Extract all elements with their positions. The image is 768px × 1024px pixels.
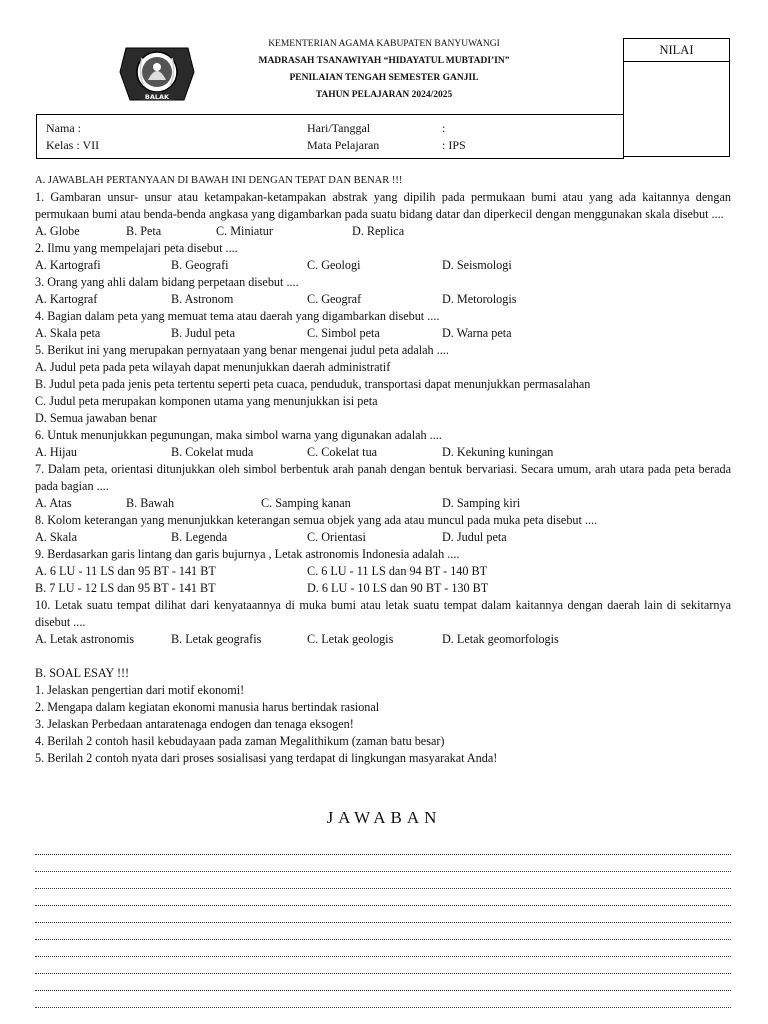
option: D. Semua jawaban benar <box>35 411 157 425</box>
answer-line <box>35 957 731 974</box>
subject-value: : IPS <box>442 138 466 152</box>
option: B. Peta <box>126 224 162 238</box>
question-7: 7. Dalam peta, orientasi ditunjukkan oleh simbol berbentuk arah panah dengan bentuk bervariasi. Secara umum, arah utara pada peta berada pada bagian .... <box>35 462 731 493</box>
option: C. Orientasi <box>307 530 366 544</box>
subject-label: Mata Pelajaran <box>307 138 380 152</box>
option: D. Letak geomorfologis <box>442 632 559 646</box>
option: A. 6 LU - 11 LS dan 95 BT - 141 BT <box>35 564 216 578</box>
option: A. Atas <box>35 496 72 510</box>
answer-line <box>35 974 731 991</box>
question-4: 4. Bagian dalam peta yang memuat tema atau daerah yang digambarkan disebut .... <box>35 309 440 323</box>
option: C. Judul peta merupakan komponen utama yang menunjukkan isi peta <box>35 394 378 408</box>
question-8-options <box>35 529 731 546</box>
option: A. Kartograf <box>35 292 98 306</box>
option: D. Metorologis <box>442 292 517 306</box>
question-2: 2. Ilmu yang mempelajari peta disebut .... <box>35 241 238 255</box>
essay-question: 3. Jelaskan Perbedaan antaratenaga endogen dan tenaga eksogen! <box>35 717 354 731</box>
option: C. Letak geologis <box>307 632 394 646</box>
option: B. Legenda <box>171 530 228 544</box>
question-3: 3. Orang yang ahli dalam bidang perpetaan disebut .... <box>35 275 299 289</box>
answer-line <box>35 940 731 957</box>
option: A. Globe <box>35 224 80 238</box>
option: A. Skala peta <box>35 326 101 340</box>
answer-line <box>35 923 731 940</box>
option: C. Miniatur <box>216 224 273 238</box>
option: D. Replica <box>352 224 405 238</box>
header-exam: PENILAIAN TENGAH SEMESTER GANJIL <box>289 73 479 83</box>
option: D. Samping kiri <box>442 496 521 510</box>
option: B. Bawah <box>126 496 175 510</box>
question-8: 8. Kolom keterangan yang menunjukkan keterangan semua objek yang ada atau muncul pada muka peta disebut .... <box>35 513 598 527</box>
option: A. Hijau <box>35 445 77 459</box>
option: A. Kartografi <box>35 258 101 272</box>
date-label: Hari/Tanggal <box>307 121 371 135</box>
question-9-options-row2 <box>35 580 731 597</box>
option: D. Warna peta <box>442 326 512 340</box>
option: C. Simbol peta <box>307 326 380 340</box>
option: B. Judul peta <box>171 326 235 340</box>
option: B. Astronom <box>171 292 234 306</box>
option: D. 6 LU - 10 LS dan 90 BT - 130 BT <box>307 581 489 595</box>
student-identity-box <box>36 114 624 159</box>
question-6: 6. Untuk menunjukkan pegunungan, maka simbol warna yang digunakan adalah .... <box>35 428 442 442</box>
question-1: 1. Gambaran unsur- unsur atau ketampakan-ketampakan abstrak yang dipilih pada permukaan bumi atau yang ada kaitannya dengan permukaan bumi atau benda-benda angkasa yang digambarkan pada suatu bidang datar dan diperkecil dengan menggunakan skala disebut .... <box>35 190 731 221</box>
question-7-options <box>35 495 731 512</box>
score-label: NILAI <box>624 39 729 62</box>
option: D. Judul peta <box>442 530 507 544</box>
answer-line <box>35 838 731 855</box>
option: A. Skala <box>35 530 77 544</box>
option: C. Samping kanan <box>261 496 351 510</box>
section-b-title: B. SOAL ESAY !!! <box>35 666 130 680</box>
header-ministry: KEMENTERIAN AGAMA KABUPATEN BANYUWANGI <box>268 39 500 49</box>
question-5: 5. Berikut ini yang merupakan pernyataan yang benar mengenai judul peta adalah .... <box>35 343 449 357</box>
question-9-options-row1 <box>35 563 731 580</box>
section-a-title: A. JAWABLAH PERTANYAAN DI BAWAH INI DENGAN TEPAT DAN BENAR !!! <box>35 175 403 186</box>
question-10-options <box>35 631 731 648</box>
score-box <box>623 38 730 157</box>
answer-line <box>35 889 731 906</box>
option: B. 7 LU - 12 LS dan 95 BT - 141 BT <box>35 581 216 595</box>
option: D. Kekuning kuningan <box>442 445 554 459</box>
answer-line <box>35 991 731 1008</box>
kelas-label: Kelas : VII <box>46 138 100 152</box>
school-logo <box>118 40 196 106</box>
essay-question: 1. Jelaskan pengertian dari motif ekonomi! <box>35 683 245 697</box>
question-10: 10. Letak suatu tempat dilihat dari kenyataannya di muka bumi atau letak suatu tempat dalam kaitannya dengan daerah lain di sekitarnya disebut .... <box>35 598 731 629</box>
question-2-options <box>35 257 731 274</box>
answer-line <box>35 855 731 872</box>
answer-line <box>35 872 731 889</box>
question-3-options <box>35 291 731 308</box>
option: C. Cokelat tua <box>307 445 378 459</box>
option: D. Seismologi <box>442 258 512 272</box>
option: B. Geografi <box>171 258 229 272</box>
exam-content <box>35 172 731 767</box>
document-header <box>200 36 568 104</box>
date-value: : <box>442 121 446 135</box>
option: B. Judul peta pada jenis peta tertentu seperti peta cuaca, penduduk, transportasi dapat menunjukkan permasalahan <box>35 377 591 391</box>
option: B. Letak geografis <box>171 632 262 646</box>
nama-label: Nama : <box>46 121 81 135</box>
essay-question: 4. Berilah 2 contoh hasil kebudayaan pada zaman Megalithikum (zaman batu besar) <box>35 734 445 748</box>
option: C. 6 LU - 11 LS dan 94 BT - 140 BT <box>307 564 488 578</box>
option: A. Letak astronomis <box>35 632 135 646</box>
essay-question: 2. Mengapa dalam kegiatan ekonomi manusia harus bertindak rasional <box>35 700 380 714</box>
question-4-options <box>35 325 731 342</box>
header-school: MADRASAH TSANAWIYAH “HIDAYATUL MUBTADI’IN” <box>258 56 510 66</box>
option: C. Geograf <box>307 292 362 306</box>
answer-title: JAWABAN <box>326 808 442 827</box>
answer-line <box>35 906 731 923</box>
answer-lines <box>35 838 731 1008</box>
option: A. Judul peta pada peta wilayah dapat menunjukkan daerah administratif <box>35 360 391 374</box>
logo-text: BALAK <box>144 93 170 101</box>
question-1-options <box>35 223 731 240</box>
essay-question: 5. Berilah 2 contoh nyata dari proses sosialisasi yang terdapat di lingkungan masyarakat Anda! <box>35 751 498 765</box>
header-year: TAHUN PELAJARAN 2024/2025 <box>315 90 453 100</box>
question-6-options <box>35 444 731 461</box>
option: B. Cokelat muda <box>171 445 254 459</box>
option: C. Geologi <box>307 258 361 272</box>
question-9: 9. Berdasarkan garis lintang dan garis bujurnya , Letak astronomis Indonesia adalah .... <box>35 547 460 561</box>
